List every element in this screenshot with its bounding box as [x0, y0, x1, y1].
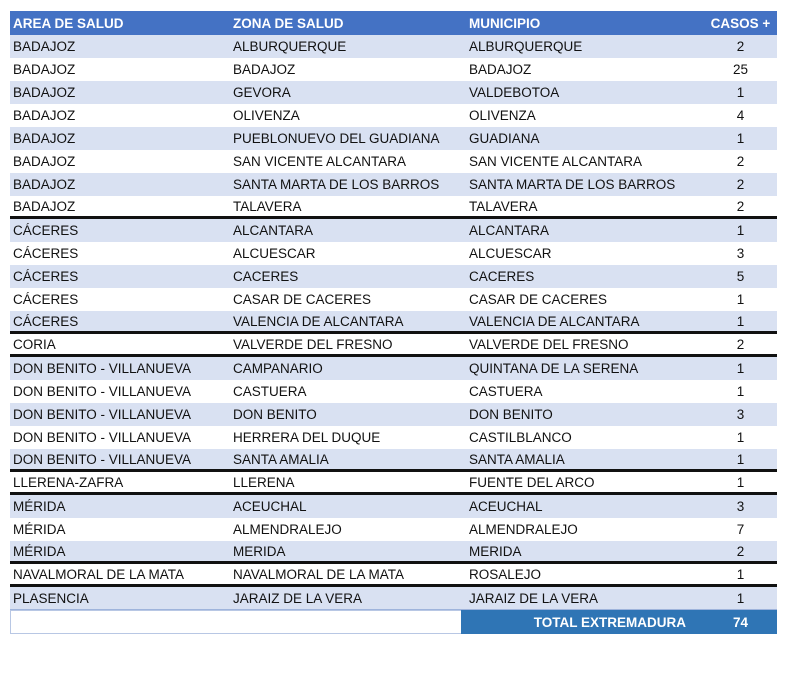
- cell-zona: CAMPANARIO: [233, 361, 323, 376]
- cell-municipio: CASTILBLANCO: [469, 430, 572, 445]
- header-casos: CASOS +: [710, 15, 771, 31]
- cell-area: BADAJOZ: [13, 108, 76, 123]
- cell-casos: 1: [736, 430, 745, 445]
- table-body: [10, 35, 777, 610]
- cell-municipio: CASAR DE CACERES: [469, 292, 608, 307]
- cell-zona: SAN VICENTE ALCANTARA: [233, 154, 407, 169]
- table-row: [10, 380, 777, 403]
- table-row: [10, 587, 777, 610]
- cell-area: BADAJOZ: [13, 131, 76, 146]
- total-label: TOTAL EXTREMADURA: [533, 614, 686, 630]
- cell-area: CÁCERES: [13, 269, 79, 284]
- cell-zona: VALVERDE DEL FRESNO: [233, 336, 393, 352]
- cell-municipio: VALENCIA DE ALCANTARA: [469, 313, 640, 329]
- cell-zona: SANTA AMALIA: [233, 451, 329, 467]
- cell-municipio: ALCANTARA: [469, 223, 550, 238]
- cell-area: CÁCERES: [13, 223, 79, 238]
- table-row: [10, 173, 777, 196]
- table-row: [10, 242, 777, 265]
- cell-municipio: MERIDA: [469, 543, 522, 559]
- cell-area: BADAJOZ: [13, 198, 76, 214]
- cell-casos: 2: [736, 336, 745, 352]
- cell-municipio: VALDEBOTOA: [469, 85, 560, 100]
- cell-zona: PUEBLONUEVO DEL GUADIANA: [233, 131, 440, 146]
- cell-casos: 2: [736, 543, 745, 559]
- cell-area: MÉRIDA: [13, 499, 66, 514]
- cell-casos: 1: [736, 361, 745, 376]
- header-municipio: MUNICIPIO: [469, 15, 541, 31]
- table-row: [10, 265, 777, 288]
- cell-municipio: SANTA MARTA DE LOS BARROS: [469, 177, 676, 192]
- cell-area: DON BENITO - VILLANUEVA: [13, 361, 192, 376]
- cell-casos: 3: [736, 246, 745, 261]
- cell-zona: ALBURQUERQUE: [233, 39, 347, 54]
- cell-area: CÁCERES: [13, 313, 79, 329]
- cell-municipio: JARAIZ DE LA VERA: [469, 590, 599, 606]
- cell-area: BADAJOZ: [13, 62, 76, 77]
- cell-casos: 25: [732, 62, 749, 77]
- cell-area: NAVALMORAL DE LA MATA: [13, 566, 185, 582]
- cell-zona: CASTUERA: [233, 384, 307, 399]
- cell-casos: 3: [736, 407, 745, 422]
- cell-zona: MERIDA: [233, 543, 286, 559]
- table-row: [10, 541, 777, 564]
- cases-table: [10, 11, 777, 634]
- cell-zona: NAVALMORAL DE LA MATA: [233, 566, 405, 582]
- table-row: [10, 150, 777, 173]
- cell-municipio: ROSALEJO: [469, 566, 542, 582]
- cell-area: PLASENCIA: [13, 590, 89, 606]
- cell-zona: CASAR DE CACERES: [233, 292, 372, 307]
- table-row: [10, 403, 777, 426]
- cell-casos: 2: [736, 154, 745, 169]
- header-area: AREA DE SALUD: [13, 15, 124, 31]
- cell-casos: 7: [736, 522, 745, 537]
- cell-casos: 1: [736, 590, 745, 606]
- table-row: [10, 58, 777, 81]
- cell-area: DON BENITO - VILLANUEVA: [13, 451, 192, 467]
- cell-area: MÉRIDA: [13, 522, 66, 537]
- total-box: [461, 610, 777, 634]
- cell-casos: 1: [736, 292, 745, 307]
- cell-area: DON BENITO - VILLANUEVA: [13, 430, 192, 445]
- cell-municipio: OLIVENZA: [469, 108, 536, 123]
- table-header: [10, 11, 777, 35]
- cell-municipio: DON BENITO: [469, 407, 553, 422]
- cell-area: CORIA: [13, 336, 56, 352]
- cell-municipio: ALMENDRALEJO: [469, 522, 578, 537]
- cell-zona: HERRERA DEL DUQUE: [233, 430, 381, 445]
- table-row: [10, 426, 777, 449]
- cell-municipio: ACEUCHAL: [469, 499, 543, 514]
- table-row: [10, 564, 777, 587]
- table-row: [10, 104, 777, 127]
- table-row: [10, 334, 777, 357]
- cell-zona: TALAVERA: [233, 198, 302, 214]
- cell-municipio: FUENTE DEL ARCO: [469, 474, 595, 490]
- cell-zona: JARAIZ DE LA VERA: [233, 590, 363, 606]
- cell-municipio: VALVERDE DEL FRESNO: [469, 336, 629, 352]
- total-spacer: [10, 610, 461, 634]
- table-row: [10, 311, 777, 334]
- table-row: [10, 357, 777, 380]
- cell-area: LLERENA-ZAFRA: [13, 474, 124, 490]
- header-zona: ZONA DE SALUD: [233, 15, 344, 31]
- cell-municipio: SANTA AMALIA: [469, 451, 565, 467]
- table-row: [10, 472, 777, 495]
- cell-zona: ALMENDRALEJO: [233, 522, 342, 537]
- cell-area: BADAJOZ: [13, 154, 76, 169]
- cell-municipio: TALAVERA: [469, 198, 538, 214]
- table-row: [10, 495, 777, 518]
- cell-casos: 1: [736, 474, 745, 490]
- table-row: [10, 288, 777, 311]
- cell-zona: ACEUCHAL: [233, 499, 307, 514]
- cell-casos: 1: [736, 223, 745, 238]
- cell-casos: 4: [736, 108, 745, 123]
- cell-area: BADAJOZ: [13, 39, 76, 54]
- total-row: [10, 610, 777, 634]
- cell-zona: LLERENA: [233, 474, 295, 490]
- cell-zona: DON BENITO: [233, 407, 317, 422]
- table-row: [10, 219, 777, 242]
- cell-area: MÉRIDA: [13, 543, 66, 559]
- cell-casos: 2: [736, 198, 745, 214]
- cell-municipio: QUINTANA DE LA SERENA: [469, 361, 639, 376]
- cell-area: DON BENITO - VILLANUEVA: [13, 384, 192, 399]
- cell-zona: VALENCIA DE ALCANTARA: [233, 313, 404, 329]
- cell-casos: 2: [736, 39, 745, 54]
- cell-area: BADAJOZ: [13, 85, 76, 100]
- cell-zona: BADAJOZ: [233, 62, 296, 77]
- cell-area: DON BENITO - VILLANUEVA: [13, 407, 192, 422]
- cell-zona: GEVORA: [233, 85, 291, 100]
- cell-zona: SANTA MARTA DE LOS BARROS: [233, 177, 440, 192]
- cell-area: CÁCERES: [13, 292, 79, 307]
- cell-casos: 1: [736, 313, 745, 329]
- table-row: [10, 449, 777, 472]
- cell-casos: 5: [736, 269, 745, 284]
- cell-municipio: GUADIANA: [469, 131, 540, 146]
- cell-casos: 1: [736, 451, 745, 467]
- cell-casos: 1: [736, 384, 745, 399]
- cell-municipio: ALBURQUERQUE: [469, 39, 583, 54]
- cell-casos: 3: [736, 499, 745, 514]
- cell-municipio: BADAJOZ: [469, 62, 532, 77]
- cell-area: CÁCERES: [13, 246, 79, 261]
- cell-casos: 1: [736, 566, 745, 582]
- cell-zona: ALCANTARA: [233, 223, 314, 238]
- cell-zona: ALCUESCAR: [233, 246, 316, 261]
- cell-municipio: CASTUERA: [469, 384, 543, 399]
- cell-municipio: SAN VICENTE ALCANTARA: [469, 154, 643, 169]
- cell-casos: 1: [736, 131, 745, 146]
- cell-zona: OLIVENZA: [233, 108, 300, 123]
- cell-municipio: CACERES: [469, 269, 535, 284]
- table-row: [10, 196, 777, 219]
- total-value: 74: [732, 614, 749, 630]
- table-row: [10, 127, 777, 150]
- cell-casos: 2: [736, 177, 745, 192]
- cell-area: BADAJOZ: [13, 177, 76, 192]
- cell-zona: CACERES: [233, 269, 299, 284]
- cell-casos: 1: [736, 85, 745, 100]
- table-row: [10, 81, 777, 104]
- table-row: [10, 35, 777, 58]
- table-row: [10, 518, 777, 541]
- cell-municipio: ALCUESCAR: [469, 246, 552, 261]
